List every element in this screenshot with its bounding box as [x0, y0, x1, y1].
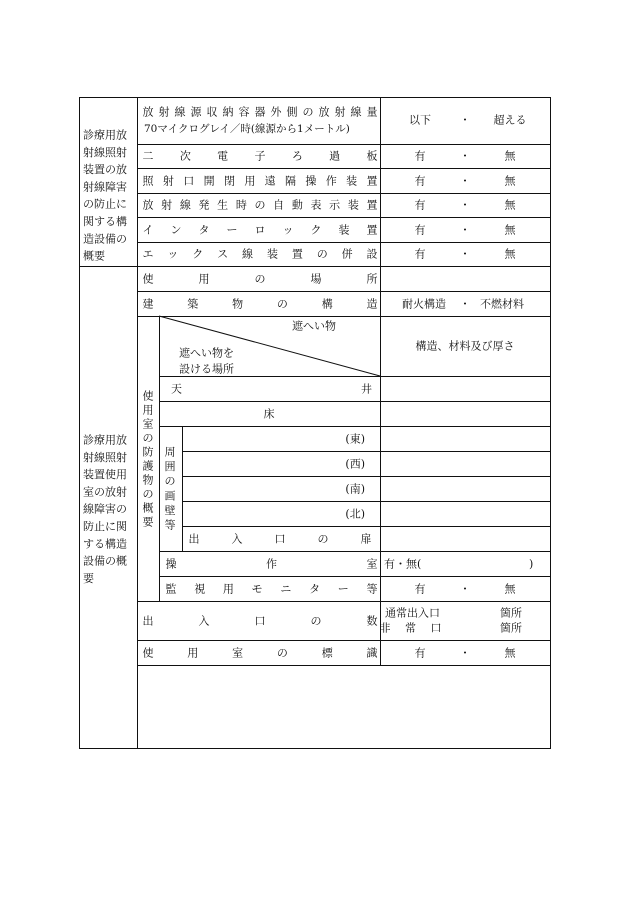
entrance-emergency-label: 非	[379, 621, 391, 635]
interlock-device-choice: ・	[459, 223, 471, 237]
secondary-electron-filter-label: 板	[366, 149, 378, 163]
dose-choice-dot: ・	[459, 113, 471, 127]
diag-header-shield: 遮へい物	[292, 319, 336, 333]
remote-shutter-control-label: 装	[346, 174, 358, 188]
xray-coinstall-label: 装	[266, 247, 278, 261]
monitor-label: 用	[222, 582, 234, 596]
shield-group-label: 使	[142, 389, 154, 403]
xray-coinstall-label: 置	[291, 247, 303, 261]
wall-group-label: 画	[164, 489, 176, 503]
section2-title: 室の放射	[83, 485, 127, 499]
auto-indicator-label: 生	[217, 198, 229, 212]
shield-group-label: 室	[142, 417, 154, 431]
building-value-dot: ・	[459, 297, 471, 311]
radiation-dose-label: 器	[254, 105, 266, 119]
building-structure-label: 造	[366, 297, 378, 311]
auto-indicator-choice: 有	[414, 198, 426, 212]
auto-indicator-choice: ・	[459, 198, 471, 212]
shield-group-label: の	[142, 487, 154, 501]
xray-coinstall-label: 設	[366, 247, 378, 261]
xray-coinstall-label: の	[316, 247, 328, 261]
secondary-electron-filter-label: 二	[142, 149, 154, 163]
building-structure-label: 築	[187, 297, 199, 311]
entrance-count-label: 入	[198, 614, 210, 628]
radiation-dose-label: 側	[286, 105, 298, 119]
wall-group-label: 囲	[164, 460, 176, 474]
xray-coinstall-choice: 有	[414, 247, 426, 261]
secondary-electron-filter-label: 子	[254, 149, 266, 163]
wall-north: (北)	[345, 507, 365, 521]
wall-east: (東)	[345, 432, 365, 446]
use-place-label: 所	[366, 272, 378, 286]
radiation-dose-label: 線	[350, 105, 362, 119]
interlock-device-label: ン	[170, 223, 182, 237]
control-room-value: 有・無(	[384, 557, 422, 571]
auto-indicator-label: 装	[347, 198, 359, 212]
shield-group-label: 概	[142, 501, 154, 515]
xray-coinstall-choice: 無	[504, 247, 516, 261]
xray-coinstall-label: ス	[217, 247, 229, 261]
section2-title: 装置使用	[83, 468, 127, 482]
wall-group-label: 等	[164, 518, 176, 532]
remote-shutter-control-label: 口	[183, 174, 195, 188]
auto-indicator-label: 放	[142, 198, 154, 212]
wall-south: (南)	[345, 482, 365, 496]
room-sign-label: 使	[142, 646, 154, 660]
section1-title: 診療用放	[83, 128, 127, 142]
auto-indicator-label: 射	[161, 198, 173, 212]
control-room-label: 室	[366, 557, 378, 571]
monitor-label: 等	[366, 582, 378, 596]
remote-shutter-control-choice: ・	[459, 174, 471, 188]
entrance-door-label: 出	[188, 532, 200, 546]
form-table	[79, 97, 552, 750]
section2-title: 設備の概	[83, 554, 127, 568]
entrance-door-label: 扉	[360, 532, 372, 546]
remote-shutter-control-label: 置	[366, 174, 378, 188]
radiation-equipment-form	[79, 97, 552, 754]
auto-indicator-label: 線	[179, 198, 191, 212]
room-sign-choice: ・	[459, 646, 471, 660]
ceiling-label: 天	[171, 382, 182, 396]
monitor-label: ー	[337, 582, 349, 596]
radiation-dose-label: 放	[318, 105, 330, 119]
secondary-electron-filter-choice: ・	[459, 149, 471, 163]
shield-group-label: 護	[142, 459, 154, 473]
room-sign-choice: 無	[504, 646, 516, 660]
wall-group-label: 周	[164, 445, 176, 459]
radiation-dose-label: 源	[190, 105, 202, 119]
radiation-dose-label: 容	[238, 105, 250, 119]
building-structure-label: 物	[232, 297, 244, 311]
section2-title: 射線照射	[83, 450, 127, 464]
remote-shutter-control-label: 照	[142, 174, 154, 188]
building-structure-label: の	[276, 297, 288, 311]
interlock-device-choice: 有	[414, 223, 426, 237]
entrance-door-label: 口	[274, 532, 286, 546]
shield-group-label: 要	[142, 515, 154, 529]
section1-title: 概要	[83, 249, 105, 263]
interlock-device-label: ク	[310, 223, 322, 237]
secondary-electron-filter-choice: 有	[414, 149, 426, 163]
remote-shutter-control-label: 開	[203, 174, 215, 188]
building-structure-label: 構	[321, 297, 333, 311]
entrance-door-label: 入	[231, 532, 243, 546]
dose-choice-exceed: 超える	[493, 113, 527, 127]
building-value-noncombustible: 不燃材料	[480, 297, 524, 311]
remote-shutter-control-label: 作	[325, 174, 337, 188]
section1-title: 装置の放	[83, 163, 127, 177]
entrance-count-label: 出	[142, 614, 154, 628]
remote-shutter-control-label: 用	[244, 174, 256, 188]
entrance-emergency-unit: 箇所	[500, 621, 522, 635]
section1-title: の防止に	[83, 197, 127, 211]
auto-indicator-label: 動	[291, 198, 303, 212]
radiation-dose-label: の	[302, 105, 314, 119]
interlock-device-label: ッ	[282, 223, 294, 237]
monitor-label: ニ	[280, 582, 292, 596]
radiation-dose-label: 射	[158, 105, 170, 119]
entrance-count-label: 口	[254, 614, 266, 628]
monitor-choice: 有	[414, 582, 426, 596]
wall-group-label: 壁	[164, 503, 176, 517]
secondary-electron-filter-label: 次	[179, 149, 191, 163]
auto-indicator-choice: 無	[504, 198, 516, 212]
section2-title: 線障害の	[83, 502, 127, 516]
control-room-label: 操	[165, 557, 177, 571]
dose-choice-below: 以下	[409, 113, 431, 127]
room-sign-label: 室	[232, 646, 244, 660]
secondary-electron-filter-label: 過	[329, 149, 341, 163]
monitor-label: 視	[194, 582, 206, 596]
entrance-door-label: の	[317, 532, 329, 546]
monitor-choice: 無	[504, 582, 516, 596]
remote-shutter-control-label: 閉	[223, 174, 235, 188]
section1-title: 射線障害	[83, 180, 127, 194]
diag-header-place: 設ける場所	[179, 362, 234, 376]
use-place-label: の	[254, 272, 266, 286]
room-sign-label: 用	[187, 646, 199, 660]
auto-indicator-label: 示	[329, 198, 341, 212]
shield-group-label: の	[142, 431, 154, 445]
remote-shutter-control-label: 隔	[285, 174, 297, 188]
room-sign-label: 識	[366, 646, 378, 660]
remote-shutter-control-choice: 有	[414, 174, 426, 188]
monitor-label: モ	[251, 582, 263, 596]
xray-coinstall-label: 併	[341, 247, 353, 261]
use-place-label: 場	[310, 272, 322, 286]
section1-title: 射線照射	[83, 145, 127, 159]
control-room-label: 作	[266, 557, 277, 571]
room-sign-label: の	[276, 646, 288, 660]
radiation-dose-label: 射	[334, 105, 346, 119]
xray-coinstall-label: ク	[192, 247, 204, 261]
section2-title: 要	[83, 571, 94, 585]
section2-title: 診療用放	[83, 433, 127, 447]
control-room-value-close: )	[529, 557, 534, 571]
shield-group-label: 用	[142, 403, 154, 417]
radiation-dose-label: 外	[270, 105, 282, 119]
structure-header: 構造、材料及び厚さ	[415, 339, 515, 353]
interlock-device-choice: 無	[504, 223, 516, 237]
diag-header-place: 遮へい物を	[179, 346, 234, 360]
interlock-device-label: 置	[366, 223, 378, 237]
secondary-electron-filter-label: 電	[217, 149, 229, 163]
use-place-label: 用	[198, 272, 210, 286]
ceiling-label: 井	[361, 382, 372, 396]
monitor-choice: ・	[459, 582, 471, 596]
section1-title: 造設備の	[83, 232, 127, 246]
building-structure-label: 建	[142, 297, 154, 311]
monitor-label: タ	[309, 582, 321, 596]
interlock-device-label: ー	[226, 223, 238, 237]
interlock-device-label: 装	[338, 223, 350, 237]
auto-indicator-label: 表	[310, 198, 322, 212]
xray-coinstall-label: エ	[142, 247, 154, 261]
floor-label: 床	[263, 407, 275, 421]
entrance-normal-unit: 箇所	[500, 606, 522, 620]
radiation-dose-label: 線	[174, 105, 186, 119]
auto-indicator-label: 発	[198, 198, 210, 212]
radiation-dose-label: 量	[366, 105, 378, 119]
auto-indicator-label: 自	[273, 198, 285, 212]
auto-indicator-label: の	[254, 198, 266, 212]
room-sign-choice: 有	[414, 646, 426, 660]
radiation-dose-label: 納	[222, 105, 234, 119]
entrance-count-label: の	[310, 614, 322, 628]
secondary-electron-filter-label: ろ	[291, 149, 303, 163]
xray-coinstall-label: 線	[242, 247, 254, 261]
radiation-dose-label: 70マイクログレイ／時(線源から1メートル)	[144, 123, 350, 135]
monitor-label: 監	[165, 582, 177, 596]
radiation-dose-label: 放	[142, 105, 154, 119]
wall-group-label: の	[164, 474, 176, 488]
section2-title: する構造	[83, 537, 127, 551]
interlock-device-label: ロ	[254, 223, 266, 237]
secondary-electron-filter-choice: 無	[504, 149, 516, 163]
building-value-fireproof: 耐火構造	[402, 297, 446, 311]
auto-indicator-label: 時	[235, 198, 247, 212]
entrance-count-label: 数	[366, 614, 378, 628]
shield-group-label: 物	[142, 473, 154, 487]
shield-group-label: 防	[142, 445, 154, 459]
xray-coinstall-choice: ・	[459, 247, 471, 261]
section2-title: 防止に関	[83, 520, 127, 533]
interlock-device-label: イ	[142, 223, 154, 237]
section1-title: 関する構	[83, 215, 127, 228]
entrance-normal-label: 通常出入口	[385, 606, 440, 620]
remote-shutter-control-choice: 無	[504, 174, 516, 188]
interlock-device-label: タ	[198, 223, 210, 237]
wall-west: (西)	[345, 457, 365, 471]
remote-shutter-control-label: 射	[162, 174, 174, 188]
entrance-emergency-label: 常	[405, 621, 416, 635]
room-sign-label: 標	[321, 646, 333, 660]
use-place-label: 使	[142, 272, 154, 286]
entrance-emergency-label: 口	[430, 621, 442, 635]
xray-coinstall-label: ッ	[167, 247, 179, 261]
auto-indicator-label: 置	[366, 198, 378, 212]
remote-shutter-control-label: 遠	[264, 174, 276, 188]
remote-shutter-control-label: 操	[305, 174, 317, 188]
radiation-dose-label: 収	[206, 105, 218, 119]
